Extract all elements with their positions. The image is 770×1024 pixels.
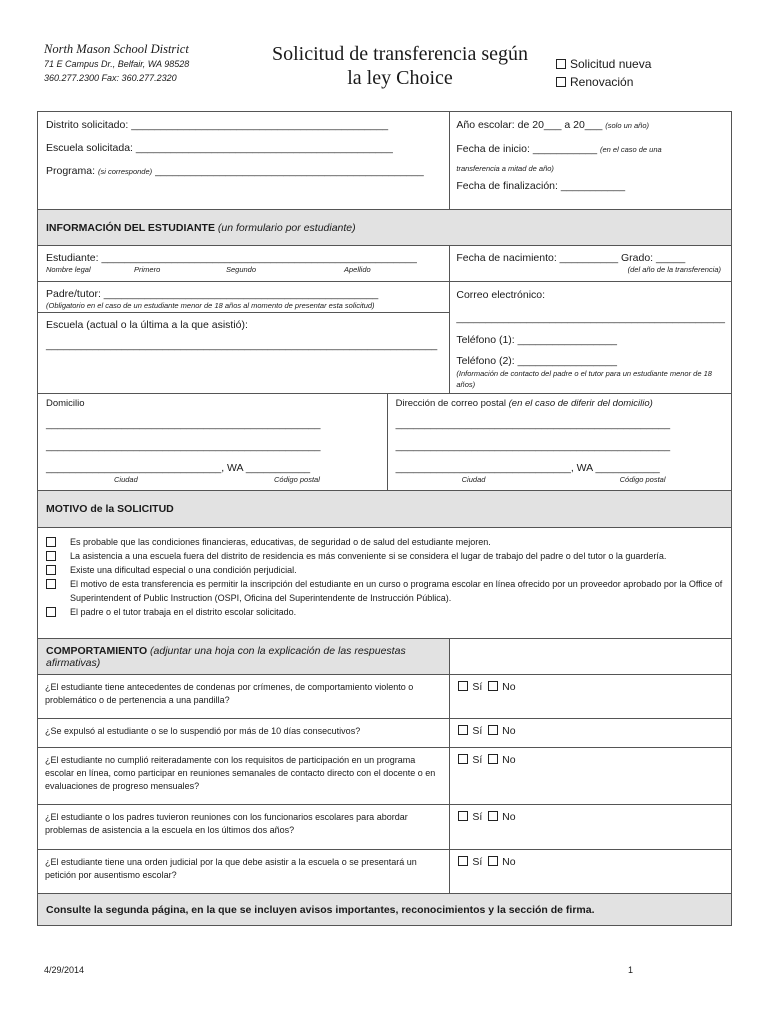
- mail-city-zip-labels: [396, 475, 723, 485]
- name-first-label: Primero: [134, 265, 161, 274]
- behavior-question: ¿El estudiante tiene una orden judicial por la que debe asistir a la escuela o se presentará un petición por ausentismo escolar?: [38, 850, 450, 894]
- reason-list-cell: [38, 528, 732, 639]
- request-right-cell: [450, 112, 732, 210]
- no-checkbox[interactable]: [488, 856, 498, 866]
- mail-address-hint: (en el caso de diferir del domicilio): [508, 398, 653, 409]
- program-hint: (si corresponde): [97, 167, 153, 176]
- reason-section-header: [38, 491, 732, 528]
- no-checkbox[interactable]: [488, 681, 498, 691]
- yes-checkbox[interactable]: [458, 681, 468, 691]
- program-field[interactable]: [46, 164, 441, 179]
- reason-checkbox[interactable]: [46, 551, 56, 561]
- district-address: 71 E Campus Dr., Belfair, WA 98528: [44, 59, 190, 69]
- name-legal-label: Nombre legal: [46, 265, 91, 274]
- request-left-cell: [38, 112, 450, 210]
- dob-grade-field[interactable]: Fecha de nacimiento: __________ Grado: _____: [456, 252, 686, 264]
- option-renewal[interactable]: [556, 75, 633, 89]
- school-year-hint: (solo un año): [605, 121, 650, 130]
- school-attended-line[interactable]: ___________________________________________________________________: [46, 339, 438, 351]
- student-section-header: [38, 210, 732, 246]
- email-label: Correo electrónico:: [456, 289, 546, 301]
- yes-checkbox[interactable]: [458, 811, 468, 821]
- no-checkbox[interactable]: [488, 811, 498, 821]
- parent-block: [38, 282, 449, 313]
- behavior-answer[interactable]: [450, 675, 732, 719]
- contact-cell: [450, 282, 732, 394]
- home-address-label: Domicilio: [46, 398, 85, 409]
- option-renewal-label: Renovación: [570, 75, 634, 89]
- mail-city-zip-line[interactable]: ______________________________, WA ___________: [395, 462, 660, 474]
- new-request-checkbox[interactable]: [556, 59, 566, 69]
- behavior-section-subtitle: (adjuntar una hoja con la explicación de las respuestas afirmativas): [46, 644, 406, 669]
- parent-hint: (Obligatorio en el caso de un estudiante menor de 18 años al momento de presentar esta solicitud): [46, 301, 375, 310]
- phone1-field[interactable]: Teléfono (1): _________________: [456, 334, 617, 346]
- behavior-question: ¿Se expulsó al estudiante o se lo suspendió por más de 10 días consecutivos?: [38, 719, 450, 748]
- second-page-notice: [38, 894, 732, 926]
- parent-school-cell: [38, 282, 450, 394]
- student-name-field[interactable]: Estudiante: ______________________________________________________: [46, 252, 417, 264]
- yes-checkbox[interactable]: [458, 725, 468, 735]
- yes-label: Sí: [472, 681, 483, 693]
- reason-item[interactable]: [46, 549, 723, 563]
- phone2-hint: (Información de contacto del padre o el tutor para un estudiante menor de 18 años): [456, 369, 712, 389]
- reason-text: La asistencia a una escuela fuera del distrito de residencia es más conveniente si se considera el lugar de trabajo del padre o del tutor o la guardería.: [70, 551, 667, 561]
- reason-text: El padre o el tutor trabaja en el distrito escolar solicitado.: [70, 607, 297, 617]
- reason-checkbox[interactable]: [46, 607, 56, 617]
- yes-checkbox[interactable]: [458, 856, 468, 866]
- no-label: No: [502, 811, 516, 823]
- transfer-form-table: [37, 111, 732, 926]
- home-address-line1[interactable]: _______________________________________________: [46, 418, 321, 430]
- footer-date: 4/29/2014: [44, 965, 85, 975]
- start-date-hint: (en el caso de una: [599, 145, 662, 154]
- end-date-field[interactable]: Fecha de finalización: ___________: [456, 180, 626, 192]
- page-number: 1: [628, 965, 634, 975]
- student-name-sublabels: [46, 265, 441, 275]
- behavior-question: ¿El estudiante tiene antecedentes de condenas por crímenes, de comportamiento violento o problemático o de pertenencia a una pandilla?: [38, 675, 450, 719]
- no-label: No: [502, 856, 516, 868]
- behavior-question: ¿El estudiante no cumplió reiteradamente con los requisitos de participación en un programa escolar en línea, como participar en reuniones semanales de contacto directo con el docente o en evaluaciones de progreso mensuales?: [38, 748, 450, 805]
- yes-label: Sí: [472, 725, 483, 737]
- behavior-section-header: [38, 639, 450, 675]
- home-city-zip-labels: [46, 475, 379, 485]
- start-date-field[interactable]: [456, 142, 725, 157]
- renewal-checkbox[interactable]: [556, 77, 566, 87]
- district-name: North Mason School District: [44, 42, 189, 56]
- mail-zip-label: Código postal: [619, 475, 666, 484]
- behavior-answer[interactable]: [450, 805, 732, 850]
- reason-item[interactable]: [46, 577, 723, 605]
- program-label: Programa:: [46, 165, 96, 177]
- school-year-field[interactable]: [456, 118, 725, 133]
- mail-address-header: [396, 398, 723, 409]
- reason-item[interactable]: [46, 535, 723, 549]
- email-line[interactable]: ______________________________________________: [456, 312, 725, 324]
- district-requested-field[interactable]: Distrito solicitado: ____________________________________________: [46, 119, 389, 131]
- behavior-answer[interactable]: [450, 850, 732, 894]
- form-title: [250, 42, 550, 90]
- start-date-hint-2: transferencia a mitad de año): [456, 164, 554, 173]
- reason-checkbox[interactable]: [46, 565, 56, 575]
- yes-label: Sí: [472, 856, 483, 868]
- school-attended-block: [38, 313, 449, 357]
- behavior-answer[interactable]: [450, 719, 732, 748]
- reason-text: Es probable que las condiciones financieras, educativas, de seguridad o de salud del estudiante mejoren.: [70, 537, 491, 547]
- school-attended-label: Escuela (actual o la última a la que asistió):: [46, 319, 248, 331]
- no-checkbox[interactable]: [488, 725, 498, 735]
- reason-text: El motivo de esta transferencia es permitir la inscripción del estudiante en un curso o programa escolar en línea ofrecido por un proveedor aprobado por la Office of Superintendent of Public Instruction (OSPI, Oficina del Superintendente de Instrucción Pública).: [70, 579, 723, 603]
- option-new[interactable]: [556, 57, 651, 71]
- behavior-answer[interactable]: [450, 748, 732, 805]
- mail-address-cell: [387, 394, 731, 491]
- yes-label: Sí: [472, 754, 483, 766]
- student-section-subtitle: (un formulario por estudiante): [217, 221, 356, 234]
- program-line: ______________________________________________: [155, 165, 424, 177]
- yes-checkbox[interactable]: [458, 754, 468, 764]
- home-address-line2[interactable]: _______________________________________________: [46, 440, 321, 452]
- no-checkbox[interactable]: [488, 754, 498, 764]
- reason-text: Existe una dificultad especial o una condición perjudicial.: [70, 565, 297, 575]
- behavior-section-title: COMPORTAMIENTO: [46, 644, 148, 657]
- reason-checkbox[interactable]: [46, 579, 56, 589]
- form-title-line1: Solicitud de transferencia según: [271, 43, 529, 65]
- form-title-line2: la ley Choice: [347, 67, 453, 89]
- dob-cell: [450, 246, 732, 282]
- mail-address-line1[interactable]: _______________________________________________: [395, 418, 671, 430]
- yes-label: Sí: [472, 811, 483, 823]
- mail-address-label: Dirección de correo postal: [395, 398, 506, 409]
- student-name-cell: [38, 246, 450, 282]
- name-second-label: Segundo: [226, 265, 257, 274]
- student-section-title: INFORMACIÓN DEL ESTUDIANTE: [46, 221, 215, 234]
- district-phone-fax: 360.277.2300 Fax: 360.277.2320: [44, 73, 177, 83]
- phone2-field[interactable]: Teléfono (2): _________________: [456, 355, 617, 367]
- mail-city-label: Ciudad: [461, 475, 486, 484]
- second-page-notice-text: Consulte la segunda página, en la que se incluyen avisos importantes, reconocimientos y la sección de firma.: [46, 903, 595, 916]
- reason-item[interactable]: [46, 605, 723, 619]
- grade-hint: (del año de la transferencia): [627, 265, 721, 274]
- behavior-header-blank: [450, 639, 732, 675]
- no-label: No: [502, 754, 516, 766]
- no-label: No: [502, 681, 516, 693]
- option-new-label: Solicitud nueva: [570, 57, 652, 71]
- no-label: No: [502, 725, 516, 737]
- home-zip-label: Código postal: [274, 475, 320, 484]
- home-city-zip-line[interactable]: ______________________________, WA ___________: [46, 462, 311, 474]
- name-last-label: Apellido: [344, 265, 371, 274]
- behavior-question: ¿El estudiante o los padres tuvieron reuniones con los funcionarios escolares para abordar problemas de asistencia a la escuela en los últimos dos años?: [38, 805, 450, 850]
- start-date-label: Fecha de inicio: ___________: [456, 143, 598, 155]
- mail-address-line2[interactable]: _______________________________________________: [395, 440, 671, 452]
- reason-checkbox[interactable]: [46, 537, 56, 547]
- school-requested-field[interactable]: Escuela solicitada: ____________________________________________: [46, 142, 393, 154]
- home-city-label: Ciudad: [114, 475, 138, 484]
- reason-item[interactable]: [46, 563, 723, 577]
- home-address-cell: [38, 394, 388, 491]
- reason-section-title: MOTIVO de la SOLICITUD: [46, 503, 174, 515]
- parent-field[interactable]: Padre/tutor: _______________________________________________: [46, 288, 379, 300]
- school-year-label: Año escolar: de 20___ a 20___: [456, 119, 603, 131]
